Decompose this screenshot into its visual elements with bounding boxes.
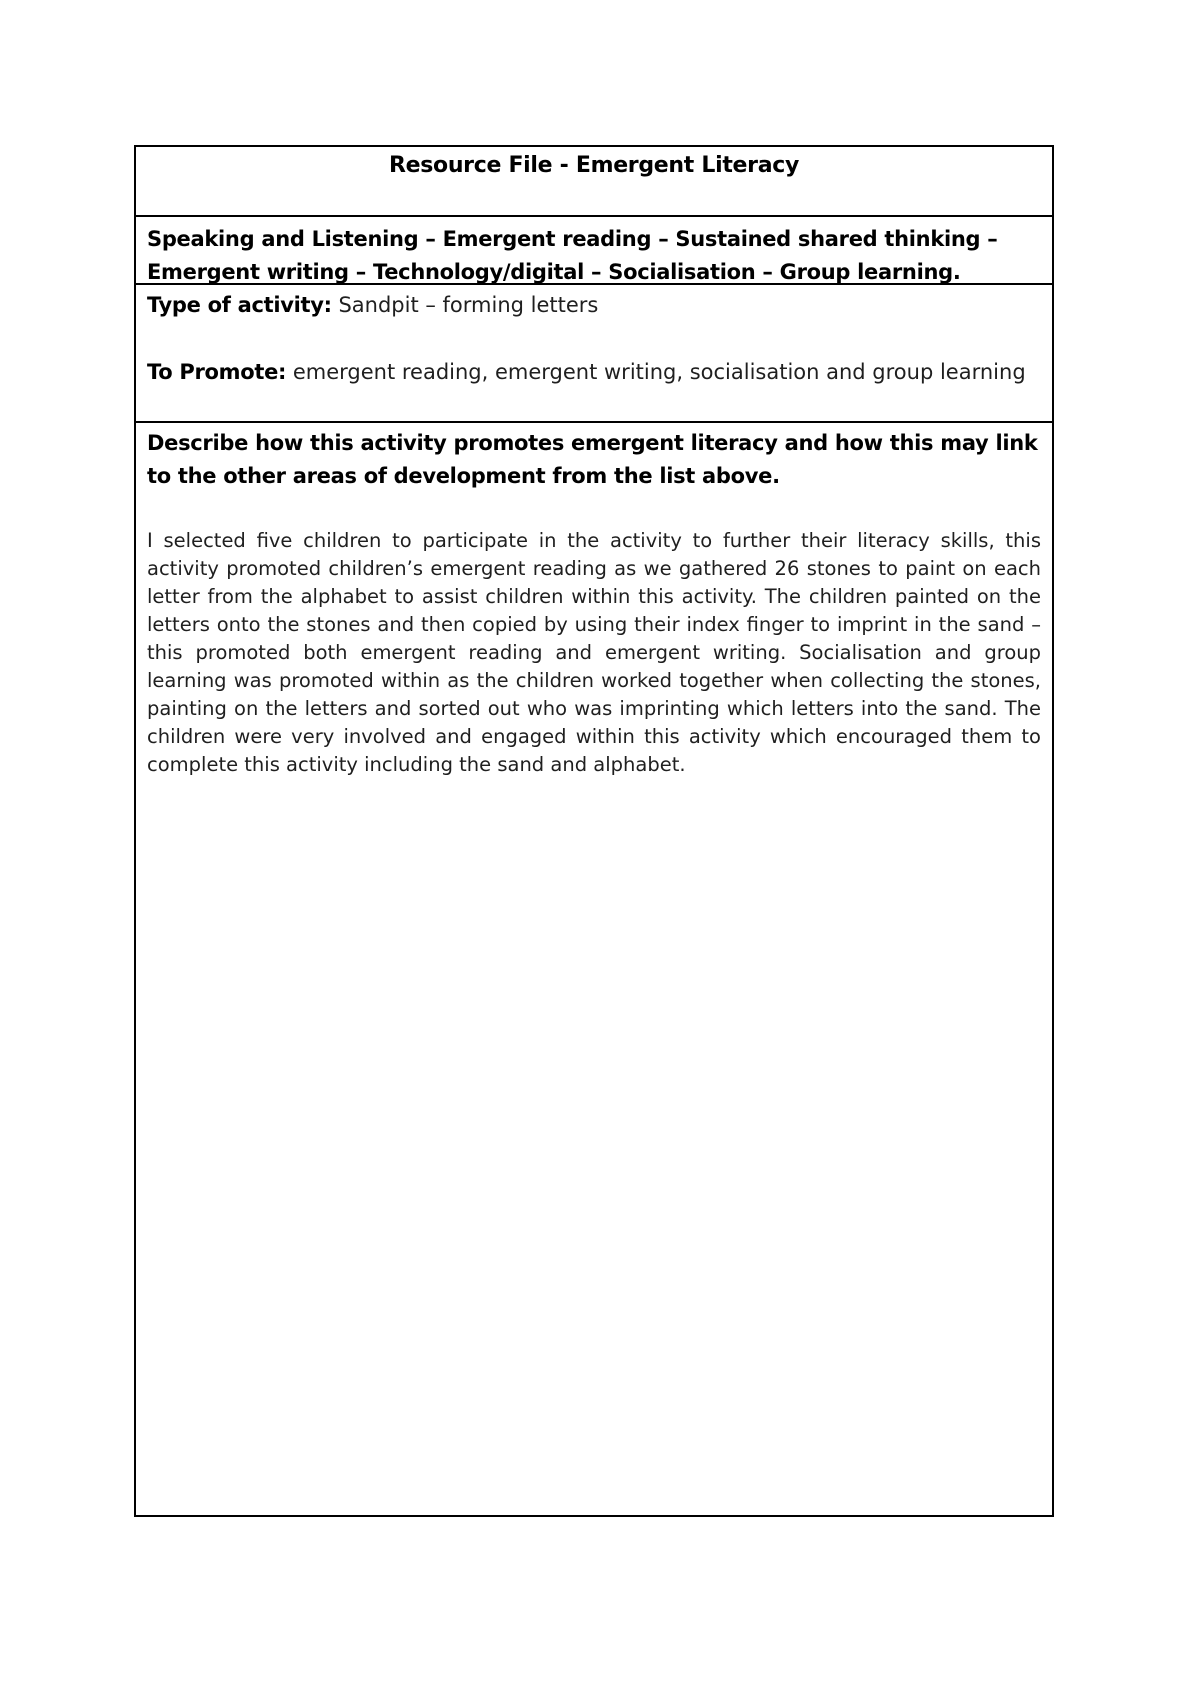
promote-field [147,357,1041,387]
promote-value: emergent reading, emergent writing, socialisation and group learning [292,360,1026,384]
description-body: I selected five children to participate in the activity to further their literacy skills, this activity promoted children’s emergent reading as we gathered 26 stones to paint on each letter from the alphabet to assist children within this activity. The children painted on the letters onto the stones and then copied by using their index finger to imprint in the sand – this promoted both emergent reading and emergent writing. Socialisation and group learning was promoted within as the children worked together when collecting the stones, painting on the letters and sorted out who was imprinting which letters into the sand. The children were very involved and engaged within this activity which encouraged them to complete this activity including the sand and alphabet. [147,529,1041,776]
document-title: Resource File - Emergent Literacy [388,153,800,178]
description-row [136,423,1052,1515]
title-row [136,147,1052,217]
activity-type-label: Type of activity: [147,293,332,317]
activity-type-field [147,290,1041,320]
activity-row [136,285,1052,423]
development-areas-list: Speaking and Listening – Emergent reading – Sustained shared thinking – Emergent writing – Technology/digital – Socialisation – Group learning. [147,227,998,284]
topics-row [136,217,1052,285]
description-prompt: Describe how this activity promotes emergent literacy and how this may link to the other areas of development from the list above. [147,431,1038,488]
activity-type-value: Sandpit – forming letters [338,293,599,317]
promote-label: To Promote: [147,360,287,384]
resource-file-table [134,145,1054,1517]
